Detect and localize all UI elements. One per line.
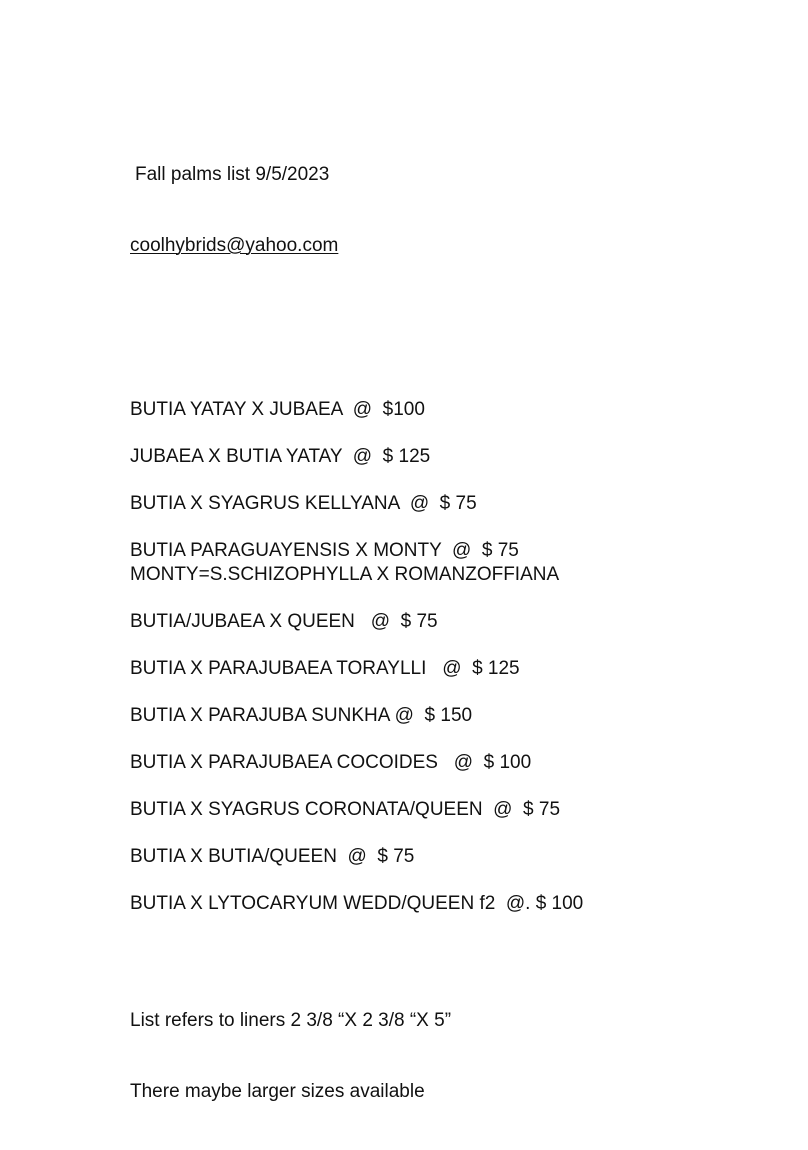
palm-name: BUTIA X PARAJUBAEA COCOIDES: [130, 751, 438, 773]
palm-list-item: [130, 539, 770, 586]
palm-entry-line: [130, 798, 770, 822]
palm-list-item: [130, 492, 770, 516]
palm-price: $ 100: [535, 892, 584, 914]
price-separator: @: [482, 798, 524, 820]
palm-entry-line: [130, 610, 770, 634]
palm-entry-line: [130, 492, 770, 516]
palm-name: BUTIA X PARAJUBA SUNKHA: [130, 704, 390, 726]
palm-price: $ 125: [382, 446, 431, 467]
palm-name: JUBAEA X BUTIA YATAY: [130, 446, 343, 467]
price-separator: @: [342, 399, 383, 420]
palm-entry-line: [130, 539, 770, 563]
palm-price: $ 75: [377, 845, 415, 867]
price-separator: @: [342, 446, 383, 467]
palm-list-item: [130, 398, 770, 422]
spacer: [130, 727, 770, 751]
spacer: [130, 469, 770, 493]
palm-price: $ 125: [472, 657, 520, 679]
palm-list-item: [130, 704, 770, 728]
spacer: [130, 516, 770, 540]
price-separator: @.: [495, 892, 536, 914]
palm-entry-line: [130, 657, 770, 681]
spacer: [130, 915, 770, 939]
palm-note: MONTY=S.SCHIZOPHYLLA X ROMANZOFFIANA: [130, 563, 560, 585]
palm-list-item: [130, 610, 770, 634]
palm-name: BUTIA X SYAGRUS CORONATA/QUEEN: [130, 798, 483, 820]
palm-list-item: [130, 445, 770, 469]
spacer: [130, 680, 770, 704]
price-separator: @: [399, 493, 440, 514]
document-body: [130, 116, 770, 1150]
palm-name: BUTIA X LYTOCARYUM WEDD/QUEEN f2: [130, 892, 496, 914]
palm-entry-line: [130, 892, 770, 916]
palm-name: BUTIA YATAY X JUBAEA: [130, 399, 343, 420]
document-title: Fall palms list 9/5/2023: [135, 164, 330, 185]
palm-name: BUTIA/JUBAEA X QUEEN: [130, 610, 355, 632]
price-separator: @: [437, 751, 484, 773]
spacer: [130, 821, 770, 845]
palm-entry-line: [130, 845, 770, 869]
palm-entry-line: [130, 445, 770, 469]
palm-price: $ 100: [483, 751, 532, 773]
spacer: [130, 633, 770, 657]
spacer: [130, 868, 770, 892]
price-separator: @: [441, 540, 482, 561]
palm-list: [130, 398, 770, 939]
price-separator: @: [336, 845, 378, 867]
palm-list-item: [130, 798, 770, 822]
palm-name: BUTIA X BUTIA/QUEEN: [130, 845, 337, 867]
palm-price: $ 75: [400, 610, 438, 632]
palm-list-item: [130, 751, 770, 775]
palm-name: BUTIA PARAGUAYENSIS X MONTY: [130, 540, 442, 561]
price-separator: @: [426, 657, 473, 679]
palm-entry-line: [130, 398, 770, 422]
palm-entry-line: [130, 751, 770, 775]
palm-list-item: [130, 892, 770, 916]
palm-list-item: [130, 657, 770, 681]
footer-note-availability: There maybe larger sizes available: [130, 1080, 425, 1102]
palm-name: BUTIA X PARAJUBAEA TORAYLLI: [130, 657, 427, 679]
price-separator: @: [389, 704, 425, 726]
palm-price: $ 150: [424, 704, 473, 726]
palm-price: $ 75: [439, 493, 477, 514]
palm-entry-line: [130, 704, 770, 728]
palm-price: $100: [382, 399, 425, 420]
spacer: [130, 586, 770, 610]
spacer: [130, 304, 770, 328]
palm-list-item: [130, 845, 770, 869]
spacer: [130, 774, 770, 798]
palm-price: $ 75: [523, 798, 561, 820]
spacer: [130, 422, 770, 446]
footer-note-sizes: List refers to liners 2 3/8 “X 2 3/8 “X 5”: [130, 1010, 452, 1031]
palm-name: BUTIA X SYAGRUS KELLYANA: [130, 493, 400, 514]
price-separator: @: [354, 610, 401, 632]
palm-price: $ 75: [481, 540, 519, 561]
email-link[interactable]: coolhybrids@yahoo.com: [130, 234, 339, 256]
